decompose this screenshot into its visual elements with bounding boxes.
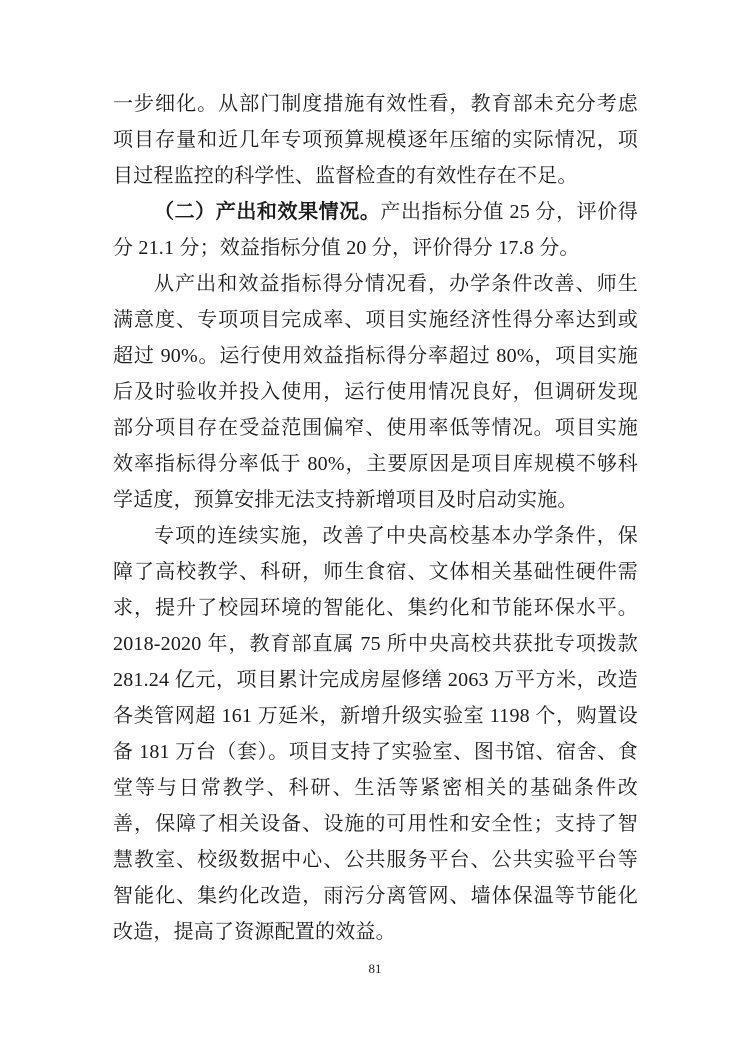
paragraph-continuation: 一步细化。从部门制度措施有效性看，教育部未充分考虑项目存量和近几年专项预算规模逐年压缩的实际情况，项目过程监控的科学性、监督检查的有效性存在不足。 [113, 93, 638, 187]
section-2-body-text: 产出指标分值 25 分，评价得分 21.1 分；效益指标分值 20 分，评价得分 17.8 分。 [113, 201, 639, 259]
paragraph-section-2 [113, 194, 638, 266]
page-text-block [113, 86, 638, 950]
section-heading-output-and-effect: （二）产出和效果情况。 [154, 201, 381, 223]
paragraph-project-achievements: 专项的连续实施，改善了中央高校基本办学条件，保障了高校教学、科研，师生食宿、文体相关基础性硬件需求，提升了校园环境的智能化、集约化和节能环保水平。2018-2020 年，教育部直属 75 所中央高校共获批专项拨款 281.24 亿元，项目累计完成房屋修缮 2063 万平方米，改造各类管网超 161 万延米，新增升级实验室 1198 个，购置设备 181 万台（套）。项目支持了实验室、图书馆、宿舍、食堂等与日常教学、科研、生活等紧密相关的基础条件改善，保障了相关设备、设施的可用性和安全性；支持了智慧教室、校级数据中心、公共服务平台、公共实验平台等智能化、集约化改造，雨污分离管网、墙体保温等节能化改造，提高了资源配置的效益。 [113, 525, 638, 943]
page-number: 81 [368, 961, 382, 976]
paragraph-score-analysis: 从产出和效益指标得分情况看，办学条件改善、师生满意度、专项项目完成率、项目实施经济性得分率达到或超过 90%。运行使用效益指标得分率超过 80%，项目实施后及时验收并投入使用，运行使用情况良好，但调研发现部分项目存在受益范围偏窄、使用率低等情况。项目实施效率指标得分率低于 80%，主要原因是项目库规模不够科学适度，预算安排无法支持新增项目及时启动实施。 [113, 273, 638, 511]
